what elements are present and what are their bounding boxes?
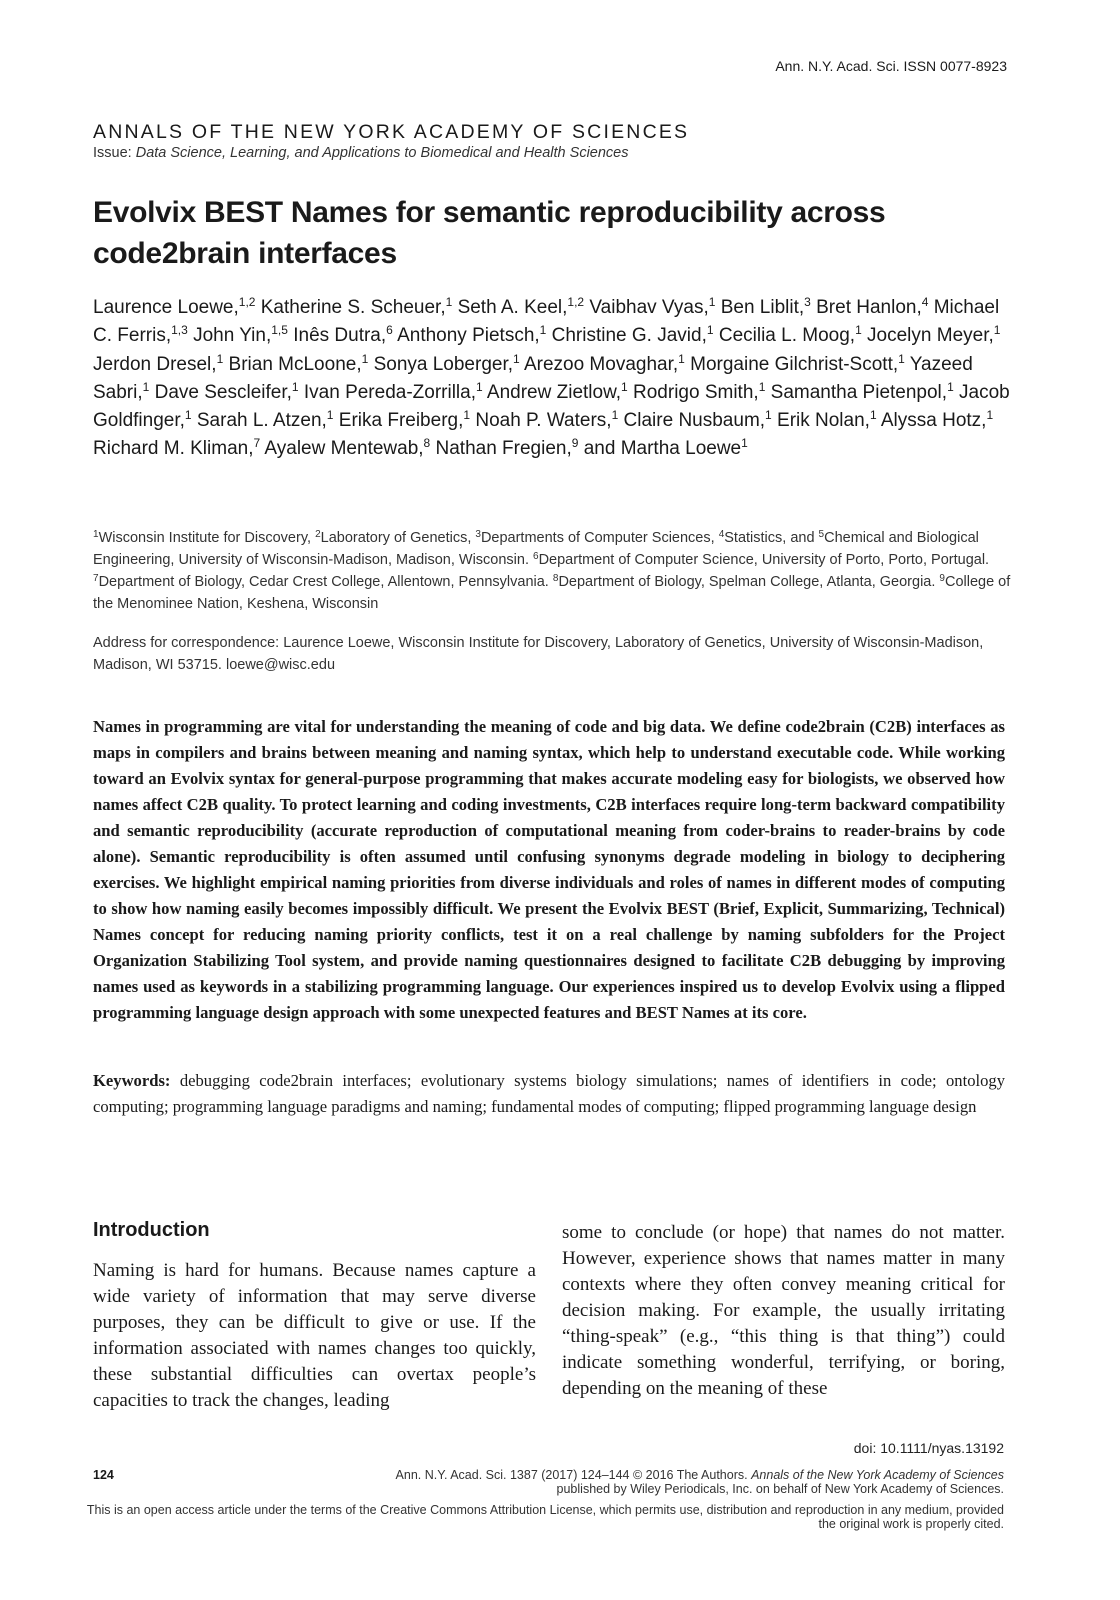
author-affiliation-marker: 1 [216,351,224,366]
body-text-left-column: Naming is hard for humans. Because names capture a wide variety of information that may serve diverse purposes, they can be difficult to give or use. If the information associated with names changes too quickly, these substantial difficulties can overtax people’s capacities to track the changes, leading [93,1260,536,1411]
author [584,438,748,459]
author-name: Noah P. Waters, [475,410,612,432]
author-affiliation-marker: 1 [947,379,954,394]
affiliation-text: Department of Biology, Spelman College, Atlanta, Georgia. [558,574,940,590]
author-affiliation-marker: 1 [513,351,520,366]
author [339,410,470,431]
author-name: Laurence Loewe, [93,297,239,318]
affiliation-text: Department of Computer Science, University of Porto, Porto, Portugal. [538,552,990,568]
citation-plain: Ann. N.Y. Acad. Sci. 1387 (2017) 124–144 © 2016 The Authors. [395,1468,752,1482]
citation-line [244,1468,1004,1496]
keywords-label: Keywords: [93,1071,171,1090]
author-affiliation-marker: 1 [708,295,716,309]
author-affiliation-marker: 1 [741,436,748,451]
author [293,325,393,346]
page-number: 124 [93,1468,114,1482]
author-affiliation-marker: 6 [386,323,393,338]
affiliation-text: Statistics, and [724,530,819,546]
author [719,325,862,346]
affiliation-text: Wisconsin Institute for Discovery, [98,530,316,546]
author [93,297,255,318]
author [373,351,520,375]
abstract: Names in programming are vital for understanding the meaning of code and big data. We define code2brain (C2B) interfaces as maps in compilers and brains between meaning and naming syntax, which help to understand executable code. While working toward an Evolvix syntax for general-purpose programming that makes accurate modeling easy for biologists, we observed how names affect C2B quality. To protect learning and coding investments, C2B interfaces require long-term backward compatibility and semantic reproducibility (accurate reproduction of computational meaning from coder-brains to reader-brains by code alone). Semantic reproducibility is often assumed until confusing synonyms degrade modeling in biology to deciphering exercises. We highlight empirical naming priorities from diverse individuals and roles of names in different modes of computing to show how naming easily becomes impossibly difficult. We present the Evolvix BEST (Brief, Explicit, Summarizing, Technical) Names concept for reducing naming priority conflicts, test it on a real challenge by naming subfolders for the Project Organization Stabilizing Tool system, and provide naming questionnaires designed to facilitate C2B debugging by improving names used as keywords in a stabilizing programming language. Our experiences inspired us to develop Evolvix using a flipped programming language design approach with some unexpected features and BEST Names at its core. [93,717,1005,1022]
author-name: Richard M. Kliman, [93,438,254,460]
author-name: Katherine S. Scheuer, [260,297,446,318]
author-affiliation-marker: 1 [361,351,369,366]
author-affiliation-marker: 1 [678,351,685,366]
author-name: Andrew Zietlow, [486,381,622,403]
author-affiliation-marker: 1 [758,379,766,394]
affiliations [93,527,1013,615]
author-name: Sonya Loberger, [373,353,514,375]
author-name: Seth A. Keel, [457,297,568,318]
author-name: Jocelyn Meyer, [867,325,994,347]
author-list [93,294,1023,464]
correspondence-address: Address for correspondence: Laurence Loewe, Wisconsin Institute for Discovery, Laboratory of Genetics, University of Wisconsin-Madison, Madison, WI 53715. loewe@wisc.edu [93,635,984,673]
author-name: Rodrigo Smith, [633,381,759,403]
author-name: Samantha Pietenpol, [770,381,948,403]
author [193,325,288,346]
author-affiliation-marker: 1,2 [567,295,585,309]
author-affiliation-marker: 1 [706,323,714,338]
author-name: Erika Freiberg, [338,410,464,432]
affiliation-text: Chemical and Biological Engineering, University of Wisconsin-Madison, Madison, Wisconsin. [93,530,979,568]
citation-publisher: published by Wiley Periodicals, Inc. on behalf of New York Academy of Sciences. [556,1482,1004,1496]
author [264,438,430,459]
author [867,325,1000,346]
keywords [93,1068,1005,1120]
author-affiliation-marker: 1 [898,351,905,366]
author-name: and Martha Loewe [583,438,742,460]
author-name: Vaibhav Vyas, [589,297,709,318]
author-affiliation-marker: 1 [611,408,619,423]
author-name: Brian McLoone, [228,353,362,375]
author-name: Bret Hanlon, [816,297,922,318]
author [523,351,685,375]
author-affiliation-marker: 1 [869,408,877,423]
author [93,438,260,459]
doi: doi: 10.1111/nyas.13192 [853,1440,1004,1456]
author [486,379,628,403]
author [721,297,811,318]
affiliation-text: Laboratory of Genetics, [320,530,476,546]
author-affiliation-marker: 9 [571,436,579,451]
author [589,297,715,318]
author-name: Ayalew Mentewab, [264,438,424,460]
author-name: Ivan Pereda-Zorrilla, [303,381,476,403]
author-affiliation-marker: 1 [986,408,994,423]
author [475,410,618,431]
author-affiliation-marker: 4 [921,295,929,309]
author-name: Cecilia L. Moog, [718,325,856,347]
affiliation-marker: 9 [939,573,945,584]
author [552,325,714,346]
license-statement: This is an open access article under the terms of the Creative Commons Attribution License, which permits use, distribution and reproduction in any medium, provided the original work is properly cited. [86,1503,1004,1531]
affiliation-marker: 3 [475,529,481,540]
section-heading-introduction: Introduction [93,1219,210,1241]
author [261,297,453,318]
affiliation-marker: 1 [93,529,99,540]
author-affiliation-marker: 1 [621,379,628,394]
author-affiliation-marker: 1 [765,408,772,423]
keywords-text: debugging code2brain interfaces; evolutionary systems biology simulations; names of identifiers in code; ontology computing; programming language paradigms and naming; fundamental modes of computing; flipped programming language design [93,1071,1005,1116]
author-affiliation-marker: 1 [463,408,471,423]
author-affiliation-marker: 1 [326,408,334,423]
author [397,325,546,346]
citation-journal: Annals of the New York Academy of Sciences [751,1468,1004,1482]
affiliation-text: Departments of Computer Sciences, [480,530,719,546]
author [458,297,585,318]
author-name: Alyssa Hotz, [880,410,987,432]
author [197,410,334,431]
author-name: Christine G. Javid, [551,325,707,347]
affiliation-marker: 4 [718,529,725,540]
issue-line [93,145,628,161]
author-name: Claire Nusbaum, [623,410,766,432]
author-name: Inês Dutra, [293,325,387,347]
author-name: Jerdon Dresel, [93,353,217,375]
issue-title: Data Science, Learning, and Applications to Biomedical and Health Sciences [135,145,629,161]
author-affiliation-marker: 3 [804,295,811,309]
author [303,379,483,403]
author-affiliation-marker: 1 [993,323,1001,338]
author-name: John Yin, [193,325,272,347]
author-affiliation-marker: 1,5 [271,323,288,338]
journal-issn: Ann. N.Y. Acad. Sci. ISSN 0077-8923 [775,58,1007,74]
author-name: Yazeed Sabri, [93,353,973,403]
article-title: Evolvix BEST Names for semantic reproducibility across code2brain interfaces [93,196,886,270]
author-name: Morgaine Gilchrist-Scott, [690,353,899,375]
author-name: Sarah L. Atzen, [196,410,327,432]
author-name: Arezoo Movaghar, [523,353,679,375]
author [154,379,299,403]
author-name: Michael C. Ferris, [93,297,1000,347]
author [881,410,993,431]
author [228,351,369,375]
author [93,351,224,375]
author-affiliation-marker: 1 [445,295,453,309]
affiliation-marker: 8 [552,573,559,584]
author-name: Nathan Fregien, [435,438,572,460]
author [436,438,579,459]
author [816,297,928,318]
journal-name: ANNALS OF THE NEW YORK ACADEMY OF SCIENCES [93,121,690,143]
author-affiliation-marker: 1 [476,379,483,394]
author [690,351,905,375]
author-affiliation-marker: 1 [184,408,192,423]
author [770,379,954,403]
author-name: Dave Sescleifer, [154,381,292,403]
affiliation-marker: 6 [533,551,539,562]
affiliation-marker: 2 [315,529,321,540]
author-name: Jacob Goldfinger, [93,381,1010,432]
affiliation-text: College of the Menominee Nation, Keshena, Wisconsin [93,574,1011,612]
author-affiliation-marker: 1 [855,323,862,338]
affiliation-marker: 5 [818,529,825,540]
author-affiliation-marker: 8 [423,436,431,451]
author-affiliation-marker: 1 [539,323,547,338]
author-affiliation-marker: 7 [253,436,261,451]
author-name: Erik Nolan, [777,410,870,432]
author-affiliation-marker: 1 [142,379,150,394]
author [777,410,877,431]
issue-label: Issue: [93,145,132,161]
affiliation-text: Department of Biology, Cedar Crest College, Allentown, Pennsylvania. [98,574,553,590]
author-affiliation-marker: 1 [291,379,299,394]
affiliation-marker: 7 [93,573,99,584]
author [624,410,772,431]
author-name: Anthony Pietsch, [397,325,540,347]
body-text-right-column: some to conclude (or hope) that names do not matter. However, experience shows that names matter in many contexts where they often convey meaning critical for decision making. For example, the usually irritating “thing-speak” (e.g., “this thing is that thing”) could indicate something wonderful, terrifying, or boring, depending on the meaning of these [562,1222,1005,1399]
author-name: Ben Liblit, [720,297,805,318]
author-affiliation-marker: 1,3 [171,323,188,338]
author [633,379,766,403]
author-affiliation-marker: 1,2 [238,295,256,309]
